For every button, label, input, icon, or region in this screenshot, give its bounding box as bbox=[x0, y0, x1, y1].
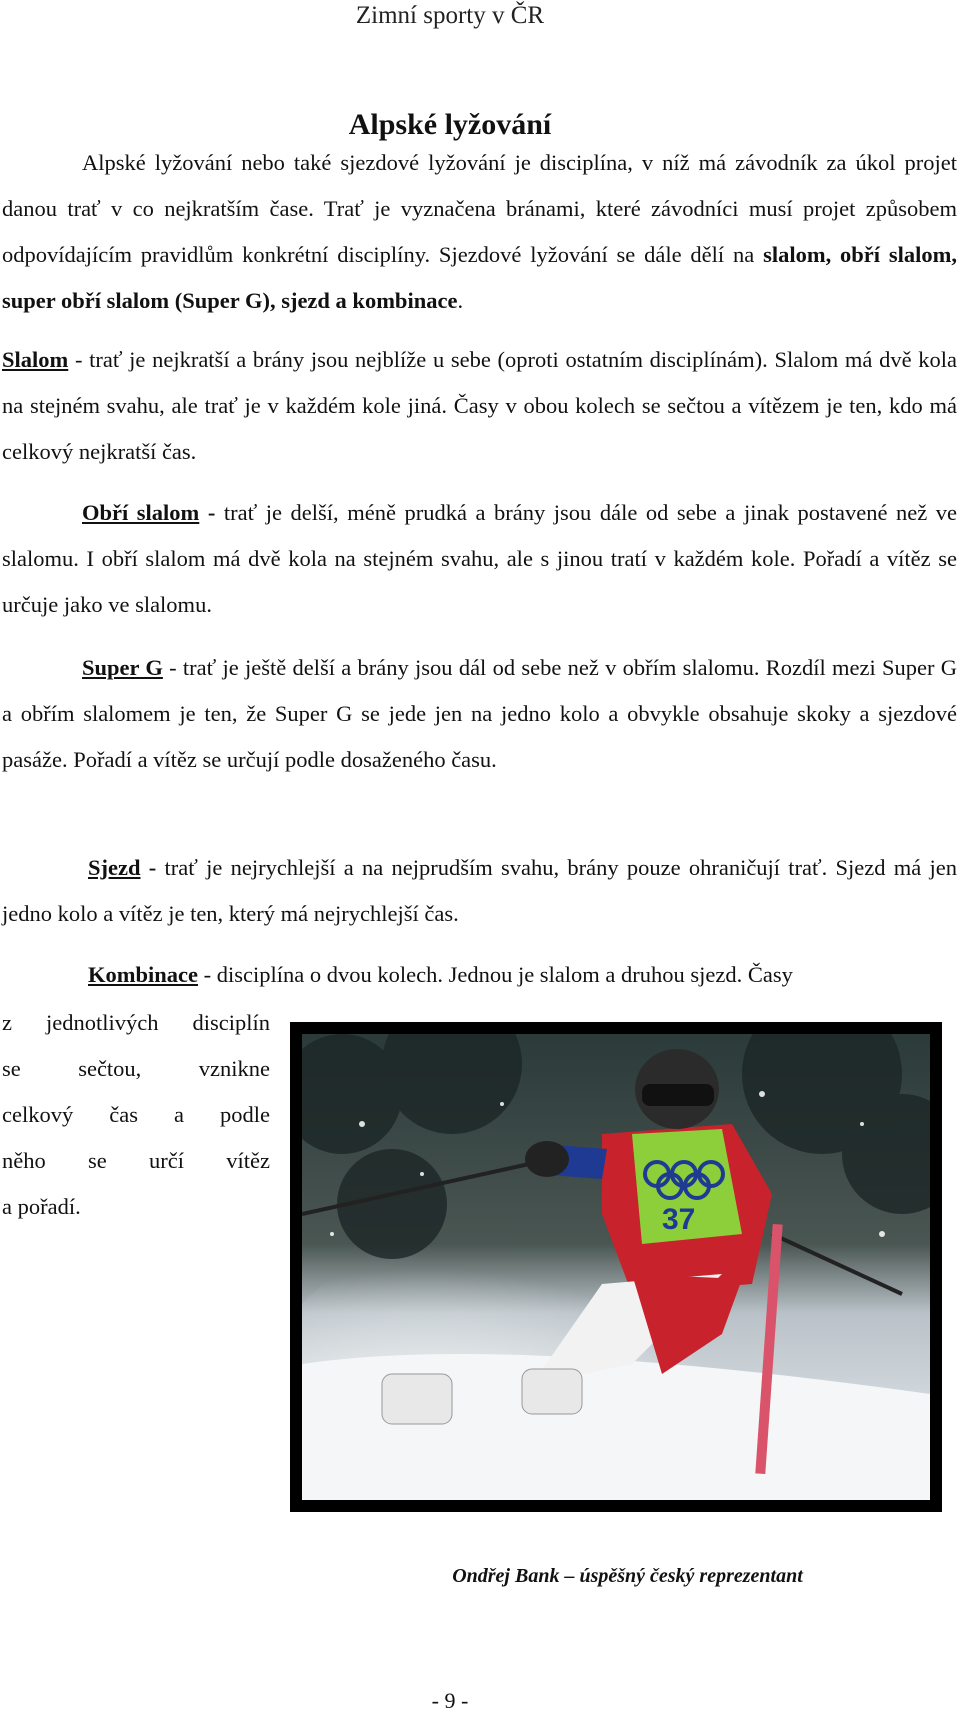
page-title: Alpské lyžování bbox=[348, 108, 552, 141]
intro-text: Alpské lyžování nebo také sjezdové lyžování je disciplína, v níž má závodník za úkol projet danou trať v co nejkratším čase. Trať je vyznačena bránami, které závodníci musí projet způsobem odpovídajícím pravidlům konkrétní disciplíny. Sjezdové lyžování se dále dělí na bbox=[2, 150, 957, 267]
combined-paragraph bbox=[2, 952, 957, 998]
skier-illustration bbox=[302, 1034, 930, 1500]
combined-wrap-text bbox=[2, 1000, 270, 1230]
giant-slalom-paragraph bbox=[2, 490, 957, 628]
super-g-term: Super G bbox=[82, 655, 163, 680]
super-g-text: - trať je ještě delší a brány jsou dál od sebe než v obřím slalomu. Rozdíl mezi Super G a obřím slalomem je ten, že Super G se jede jen na jedno kolo a obvykle obsahuje skoky a sjezdové pasáže. Pořadí a vítěz se určují podle dosaženého času. bbox=[2, 655, 958, 772]
downhill-text: trať je nejrychlejší a na nejprudším svahu, brány pouze ohraničují trať. Sjezd má jen jedno kolo a vítěz je ten, který má nejrychlejší čas. bbox=[2, 855, 957, 926]
left-glove bbox=[525, 1141, 569, 1177]
super-g-paragraph bbox=[2, 645, 957, 783]
wrap-line: celkový čas a podle bbox=[2, 1102, 270, 1127]
goggles bbox=[642, 1084, 714, 1106]
downhill-paragraph bbox=[2, 845, 957, 937]
slalom-paragraph bbox=[2, 337, 957, 475]
right-boot bbox=[522, 1369, 582, 1414]
slalom-term: Slalom bbox=[2, 347, 69, 372]
left-boot bbox=[382, 1374, 452, 1424]
running-header: Zimní sporty v ČR bbox=[355, 2, 545, 29]
intro-end: . bbox=[457, 288, 464, 313]
slalom-text: - trať je nejkratší a brány jsou nejblíže u sebe (oproti ostatním disciplínám). Slalom má dvě kola na stejném svahu, ale trať je v každém kole jiná. Časy v obou kolech se sečtou a vítězem je ten, kdo má celkový nejkratší čas. bbox=[2, 347, 957, 464]
combined-term: Kombinace bbox=[88, 962, 198, 987]
bib-number: 37 bbox=[662, 1203, 696, 1236]
page-number: - 9 - bbox=[431, 1688, 469, 1713]
intro-paragraph bbox=[2, 140, 957, 324]
giant-slalom-text: trať je delší, méně prudká a brány jsou dále od sebe a jinak postavené než ve slalomu. I obří slalom má dvě kola na stejném svahu, ale s jinou tratí v každém kole. Pořadí a vítěz se určuje jako ve slalomu. bbox=[2, 500, 957, 617]
discipline-list: slalom, obří slalom, super obří slalom (Super G), sjezd a kombinace bbox=[2, 242, 957, 313]
combined-text: - disciplína o dvou kolech. Jednou je slalom a druhou sjezd. Časy bbox=[198, 962, 793, 987]
wrap-line: něho se určí vítěz bbox=[2, 1148, 270, 1173]
downhill-term: Sjezd bbox=[88, 855, 141, 880]
giant-slalom-term: Obří slalom bbox=[82, 500, 200, 525]
giant-slalom-dash: - bbox=[199, 500, 216, 525]
skier-photo bbox=[290, 1022, 942, 1512]
downhill-dash: - bbox=[140, 855, 157, 880]
wrap-line: z jednotlivých disciplín bbox=[2, 1010, 270, 1035]
wrap-line: se sečtou, vznikne bbox=[2, 1056, 270, 1081]
photo-caption: Ondřej Bank – úspěšný český reprezentant bbox=[452, 1565, 803, 1587]
wrap-line: a pořadí. bbox=[2, 1194, 81, 1219]
